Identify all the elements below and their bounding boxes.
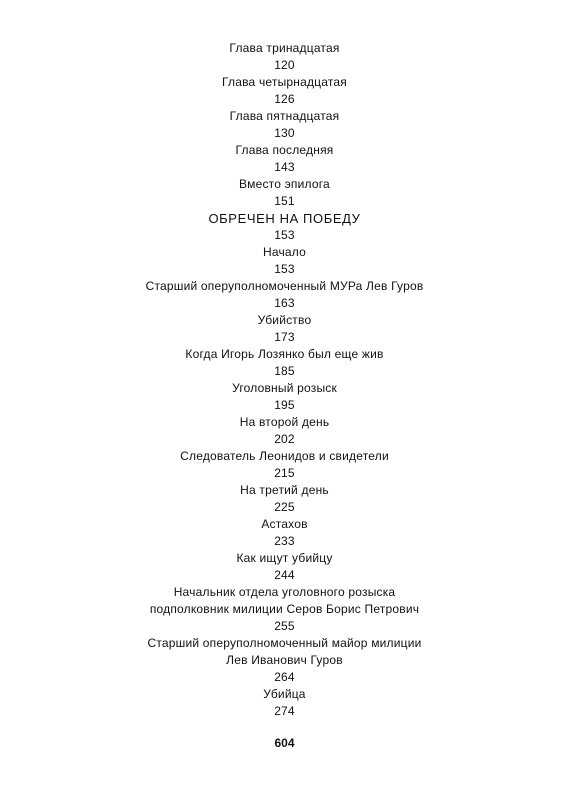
toc-page-number: 120 <box>274 58 295 72</box>
toc-chapter-title: подполковник милиции Серов Борис Петрович <box>149 602 420 616</box>
toc-page-number: 126 <box>274 92 295 106</box>
toc-chapter-title: Убийца <box>263 687 306 701</box>
toc-page-number: 255 <box>274 619 295 633</box>
toc-page-number: 264 <box>274 670 295 684</box>
toc-page-number: 151 <box>274 194 295 208</box>
table-of-contents <box>0 40 569 720</box>
toc-chapter-title: Вместо эпилога <box>239 177 330 191</box>
toc-chapter-title: Как ищут убийцу <box>236 551 333 565</box>
toc-chapter-title: Глава последняя <box>235 143 334 157</box>
toc-chapter-title: Глава тринадцатая <box>229 41 340 55</box>
toc-chapter-title: Старший оперуполномоченный майор милиции <box>147 636 422 650</box>
toc-page-number: 153 <box>274 262 295 276</box>
toc-section-title: ОБРЕЧЕН НА ПОБЕДУ <box>208 211 361 226</box>
toc-page-number: 274 <box>274 704 295 718</box>
toc-page-number: 143 <box>274 160 295 174</box>
toc-chapter-title: Лев Иванович Гуров <box>226 653 343 667</box>
toc-page-number: 233 <box>274 534 295 548</box>
toc-page-number: 153 <box>274 228 295 242</box>
toc-chapter-title: Начальник отдела уголовного розыска <box>173 585 396 599</box>
toc-page-number: 195 <box>274 398 295 412</box>
toc-page-number: 244 <box>274 568 295 582</box>
toc-chapter-title: На второй день <box>239 415 330 429</box>
toc-chapter-title: Глава пятнадцатая <box>229 109 340 123</box>
page-number: 604 <box>274 736 295 750</box>
toc-chapter-title: Убийство <box>257 313 312 327</box>
toc-page-number: 185 <box>274 364 295 378</box>
toc-chapter-title: Уголовный розыск <box>232 381 337 395</box>
toc-page-number: 163 <box>274 296 295 310</box>
toc-page-number: 202 <box>274 432 295 446</box>
toc-chapter-title: Начало <box>262 245 306 259</box>
toc-page-number: 173 <box>274 330 295 344</box>
toc-page-number: 130 <box>274 126 295 140</box>
toc-chapter-title: Следователь Леонидов и свидетели <box>180 449 389 463</box>
toc-page-number: 225 <box>274 500 295 514</box>
toc-chapter-title: Астахов <box>261 517 308 531</box>
toc-chapter-title: Когда Игорь Лозянко был еще жив <box>185 347 384 361</box>
toc-page-number: 215 <box>274 466 295 480</box>
toc-chapter-title: Старший оперуполномоченный МУРа Лев Гуров <box>145 279 424 293</box>
toc-chapter-title: Глава четырнадцатая <box>222 75 347 89</box>
toc-chapter-title: На третий день <box>240 483 329 497</box>
